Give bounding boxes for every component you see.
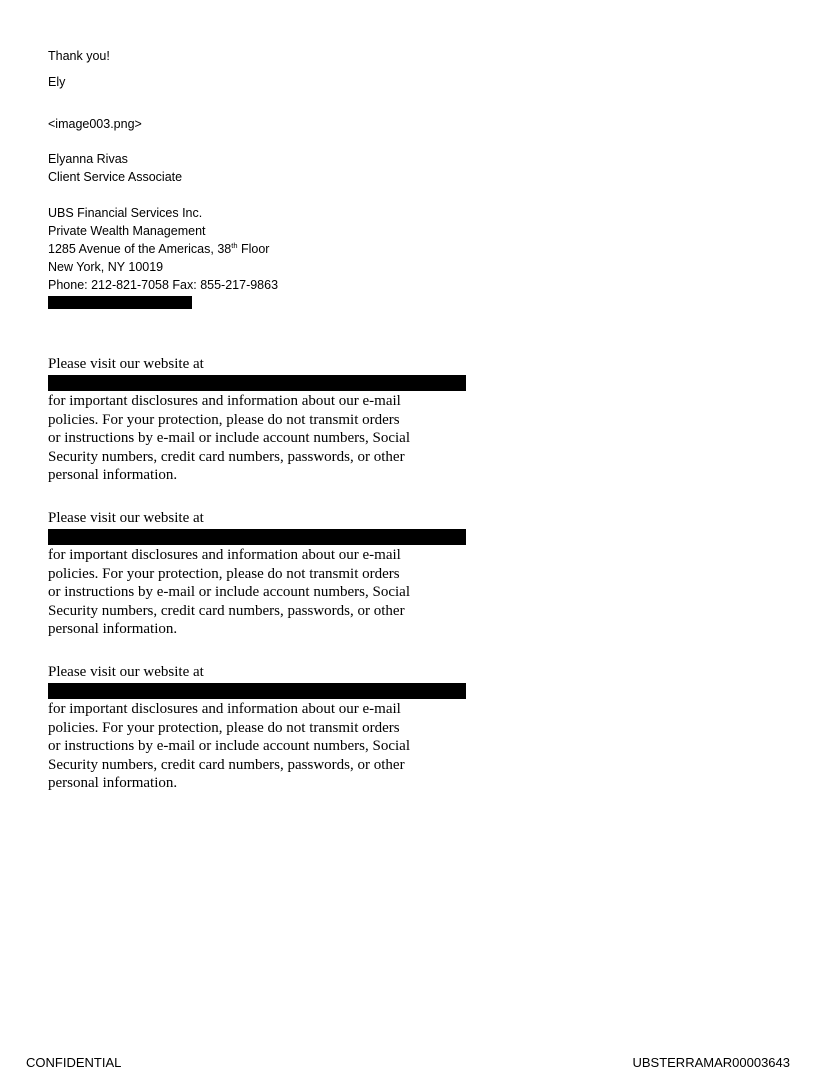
disclaimer-line: personal information. bbox=[48, 621, 178, 637]
disclaimer-line: Security numbers, credit card numbers, passwords, or other bbox=[48, 756, 405, 773]
attachment-placeholder: <image003.png> bbox=[48, 117, 142, 131]
address-floor-superscript: th bbox=[231, 240, 238, 250]
redaction-website-url bbox=[48, 529, 466, 545]
disclaimer-line: Security numbers, credit card numbers, passwords, or other bbox=[48, 448, 405, 465]
disclaimer-heading: Please visit our website at bbox=[48, 664, 204, 680]
redaction-email-address bbox=[48, 296, 192, 309]
disclaimer-line: policies. For your protection, please do not transmit orders bbox=[48, 411, 400, 428]
closing-thanks: Thank you! bbox=[48, 49, 110, 63]
footer-bates-number: UBSTERRAMAR00003643 bbox=[632, 1055, 790, 1070]
disclaimer-line: or instructions by e-mail or include account numbers, Social bbox=[48, 430, 410, 446]
redaction-website-url bbox=[48, 375, 466, 391]
signature-name: Elyanna Rivas bbox=[48, 152, 128, 166]
disclaimer-line: policies. For your protection, please do not transmit orders bbox=[48, 565, 400, 582]
footer-confidential-label: CONFIDENTIAL bbox=[26, 1055, 122, 1070]
disclaimer-body bbox=[48, 700, 468, 793]
disclaimer-line: for important disclosures and information about our e-mail bbox=[48, 547, 401, 563]
address-street: 1285 Avenue of the Americas, 38 bbox=[48, 242, 232, 256]
address-floor: Floor bbox=[237, 242, 270, 256]
redaction-website-url bbox=[48, 683, 466, 699]
signature-company: UBS Financial Services Inc. bbox=[48, 206, 203, 220]
disclaimer-line: for important disclosures and information about our e-mail bbox=[48, 701, 401, 717]
disclaimer-body bbox=[48, 392, 468, 485]
disclaimer-line: Security numbers, credit card numbers, passwords, or other bbox=[48, 602, 405, 619]
disclaimer-line: for important disclosures and information about our e-mail bbox=[48, 393, 401, 409]
disclaimer-heading: Please visit our website at bbox=[48, 356, 204, 372]
disclaimer-body bbox=[48, 546, 468, 639]
disclaimer-line: or instructions by e-mail or include account numbers, Social bbox=[48, 584, 410, 600]
disclaimer-heading: Please visit our website at bbox=[48, 510, 204, 526]
signature-phone-fax: Phone: 212-821-7058 Fax: 855-217-9863 bbox=[48, 278, 279, 292]
signature-city-state-zip: New York, NY 10019 bbox=[48, 260, 164, 274]
signature-address bbox=[48, 240, 269, 258]
signature-division: Private Wealth Management bbox=[48, 224, 206, 238]
disclaimer-line: policies. For your protection, please do not transmit orders bbox=[48, 719, 400, 736]
signature-title: Client Service Associate bbox=[48, 170, 183, 184]
disclaimer-line: or instructions by e-mail or include account numbers, Social bbox=[48, 738, 410, 754]
disclaimer-line: personal information. bbox=[48, 775, 178, 791]
disclaimer-line: personal information. bbox=[48, 467, 178, 483]
sender-short-name: Ely bbox=[48, 75, 66, 89]
